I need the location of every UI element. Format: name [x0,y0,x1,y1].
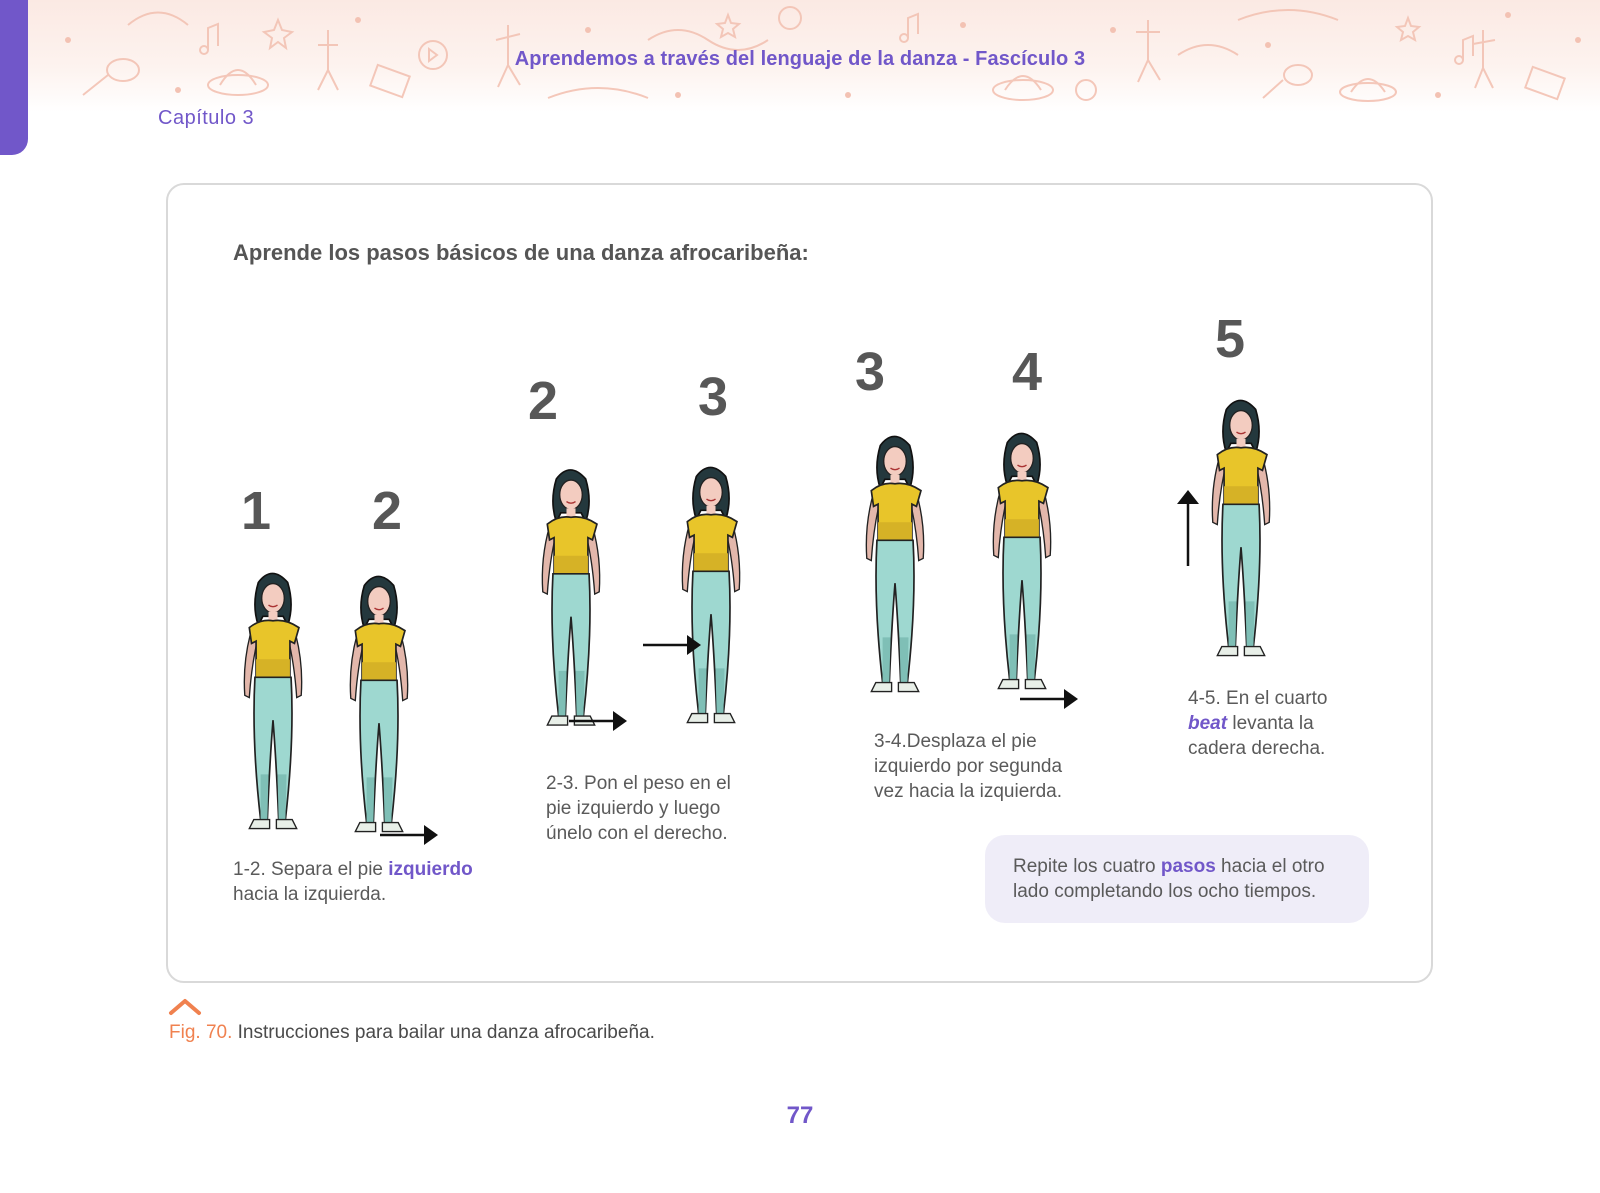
caption-highlight: beat [1188,713,1228,734]
dancer-figure [536,455,606,740]
caption-text: cadera derecha. [1188,738,1326,759]
caption-text: 4-5. En el cuarto [1188,688,1328,709]
chapter-side-tab [0,0,28,155]
activity-instruction: Aprende los pasos básicos de una danza afrocaribeña: [233,240,809,265]
caption-text: vez hacia la izquierda. [874,781,1062,802]
step-number: 3 [855,342,886,402]
chapter-label: Capítulo 3 [158,107,255,129]
caption-text: pie izquierdo y luego [546,798,721,819]
dancer-figure [676,452,746,738]
step-caption-1-2 [233,857,473,907]
chevron-up-icon [168,996,202,1016]
arrow-right-icon [1018,685,1080,713]
step-caption-2-3 [546,771,731,846]
step-number: 4 [1012,342,1043,402]
step-number: 2 [372,481,403,541]
caption-text: levanta la [1227,713,1314,734]
hat-icon [208,70,1396,101]
caption-text: 2-3. Pon el peso en el [546,773,731,794]
arrow-right-icon [378,821,440,849]
dancer-figure [1206,378,1276,678]
step-caption-4-5 [1188,686,1327,761]
arrow-right-icon [567,707,629,735]
step-number: 5 [1215,309,1246,369]
caption-text: 3-4.Desplaza el pie [874,731,1037,752]
dancer-figure [860,414,930,714]
arrow-right-icon [641,631,703,659]
step-number: 2 [528,371,559,431]
dancer-figure [987,410,1057,712]
caption-text: únelo con el derecho. [546,823,728,844]
caption-text: 1-2. Separa el pie [233,859,389,880]
arrow-up-icon [1173,488,1203,568]
caption-highlight: izquierdo [388,859,473,880]
caption-text: hacia la izquierda. [233,884,387,905]
repeat-callout [985,835,1369,923]
callout-text: lado completando los ocho tiempos. [1013,881,1317,902]
callout-text: hacia el otro [1215,856,1325,877]
caption-text: izquierdo por segunda [874,756,1063,777]
step-caption-3-4 [874,729,1062,804]
step-number: 1 [241,481,272,541]
figure-caption-text: Instrucciones para bailar una danza afrocaribeña. [232,1022,655,1043]
callout-text: Repite los cuatro [1013,856,1161,877]
figure-caption [169,1022,655,1044]
callout-highlight: pasos [1160,856,1216,877]
dancer-figure [344,560,414,848]
fascicle-title: Aprendemos a través del lenguaje de la danza - Fascículo 3 [514,48,1086,70]
step-number: 3 [698,367,729,427]
figure-label: Fig. 70. [169,1022,233,1043]
page-number: 77 [786,1102,814,1129]
dancer-figure [238,556,308,846]
